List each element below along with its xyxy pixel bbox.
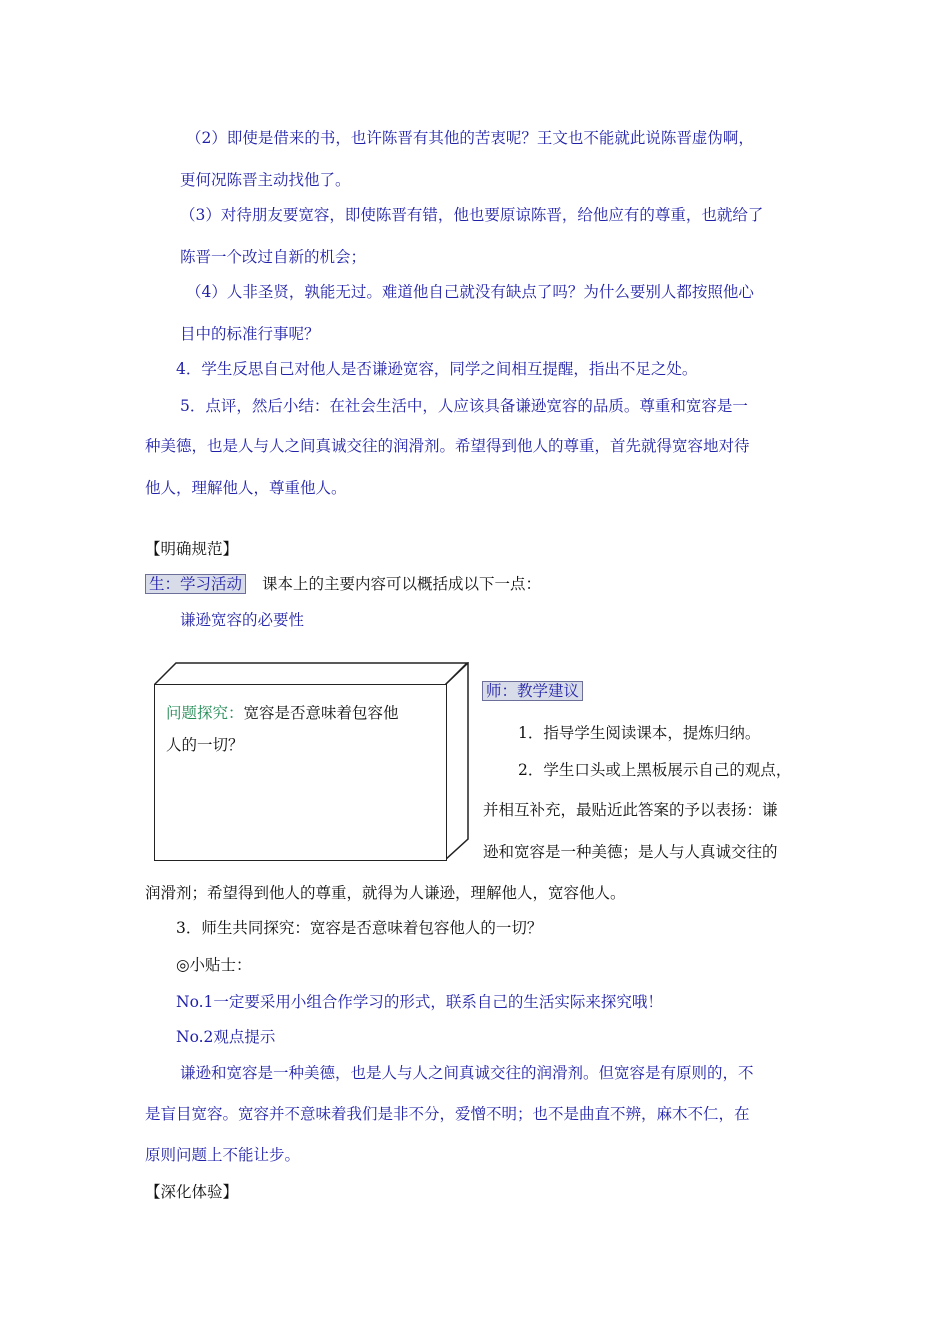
paragraph-2-line-2: 更何况陈晋主动找他了。 (180, 171, 351, 189)
tip-1: No.1一定要采用小组合作学习的形式，联系自己的生活实际来探究哦！ (176, 993, 663, 1011)
list-item-5-line-2 (145, 436, 750, 456)
viewpoint-line-1: 谦逊和宽容是一种美德，也是人与人之间真诚交往的润滑剂。但宽容是有原则的，不 (180, 1064, 754, 1082)
suggestion-2-line-1: 2．学生口头或上黑板展示自己的观点， (518, 761, 792, 779)
suggestion-2-line-3: 逊和宽容是一种美德；是人与人真诚交往的 (483, 843, 778, 861)
suggestion-2-line-4: 润滑剂；希望得到他人的尊重，就得为人谦逊，理解他人，宽容他人。 (145, 884, 626, 902)
student-activity-label: 生：学习活动 (145, 574, 246, 594)
paragraph-4-line-2: 目中的标准行事呢？ (180, 325, 320, 343)
list-item-5-line-2-rest: ，也是人与人之间真诚交往的润滑剂。希望得到他人的尊重，首先就得宽容地对待 (191, 437, 750, 455)
list-item-4: 4．学生反思自己对他人是否谦逊宽容，同学之间相互提醒，指出不足之处。 (176, 360, 698, 378)
student-activity-row (145, 574, 541, 594)
teacher-suggestion-row (482, 681, 583, 701)
viewpoint-line-3: 原则问题上不能让步。 (145, 1146, 301, 1164)
box-side-face (445, 662, 469, 861)
problem-explore-text-1: 宽容是否意味着包容他 (243, 704, 399, 722)
section-heading-shenhua: 【深化体验】 (145, 1183, 239, 1201)
tip-2: No.2观点提示 (176, 1028, 276, 1046)
suggestion-1: 1．指导学生阅读课本，提炼归纳。 (518, 724, 761, 742)
tips-title: ◎小贴士： (176, 956, 252, 974)
student-activity-text: 课本上的主要内容可以概括成以下一点： (262, 575, 542, 593)
suggestion-2-line-2: 并相互补充，最贴近此答案的予以表扬：谦 (483, 801, 778, 819)
section-heading-mingque: 【明确规范】 (145, 540, 239, 558)
necessity-heading: 谦逊宽容的必要性 (180, 611, 305, 629)
problem-explore-line-1 (166, 703, 399, 723)
viewpoint-line-2: 是盲目宽容。宽容并不意味着我们是非不分，爱憎不明；也不是曲直不辨，麻木不仁，在 (145, 1105, 750, 1123)
paragraph-4-line-1: （4）人非圣贤，孰能无过。难道他自己就没有缺点了吗？为什么要别人都按照他心 (186, 283, 754, 301)
list-item-5-line-1: 5．点评，然后小结：在社会生活中，人应该具备谦逊宽容的品质。尊重和宽容是一 (180, 397, 748, 415)
paragraph-3-line-1: （3）对待朋友要宽容，即使陈晋有错，他也要原谅陈晋，给他应有的尊重，也就给了 (180, 206, 764, 224)
problem-explore-text-2: 人的一切？ (166, 736, 244, 754)
teacher-suggestion-label: 师：教学建议 (482, 681, 583, 701)
list-item-5-line-2-start: 种美德 (145, 437, 192, 455)
paragraph-2-line-1: （2）即使是借来的书，也许陈晋有其他的苦衷呢？王文也不能就此说陈晋虚伪啊， (186, 129, 754, 147)
box-top-face (154, 662, 468, 686)
problem-explore-label: 问题探究： (166, 704, 244, 722)
paragraph-3-line-2: 陈晋一个改过自新的机会； (180, 248, 367, 266)
suggestion-3: 3．师生共同探究：宽容是否意味着包容他人的一切？ (176, 919, 543, 937)
list-item-5-line-3: 他人，理解他人，尊重他人。 (145, 479, 347, 497)
problem-explore-box (154, 684, 447, 861)
